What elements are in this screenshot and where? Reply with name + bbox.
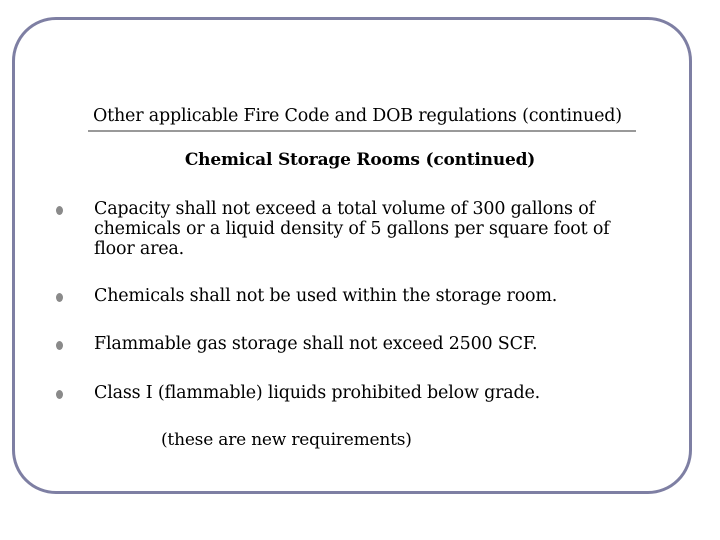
slide-title: Other applicable Fire Code and DOB regulations (continued) <box>93 106 622 126</box>
bullet-dot-icon <box>56 293 63 302</box>
title-divider <box>88 130 636 132</box>
bullet-text: Class I (flammable) liquids prohibited below grade. <box>94 383 541 403</box>
bullet-text: Chemicals shall not be used within the storage room. <box>94 286 558 306</box>
slide-subtitle: Chemical Storage Rooms (continued) <box>184 150 536 170</box>
requirements-note: (these are new requirements) <box>161 430 412 450</box>
bullet-text: Flammable gas storage shall not exceed 2500 SCF. <box>94 334 538 354</box>
bullet-dot-icon <box>56 206 63 215</box>
bullet-dot-icon <box>56 341 63 350</box>
bullet-dot-icon <box>56 390 63 399</box>
bullet-text: Capacity shall not exceed a total volume of 300 gallons of chemicals or a liquid density of 5 gallons per square foot of floor area. <box>94 199 610 259</box>
